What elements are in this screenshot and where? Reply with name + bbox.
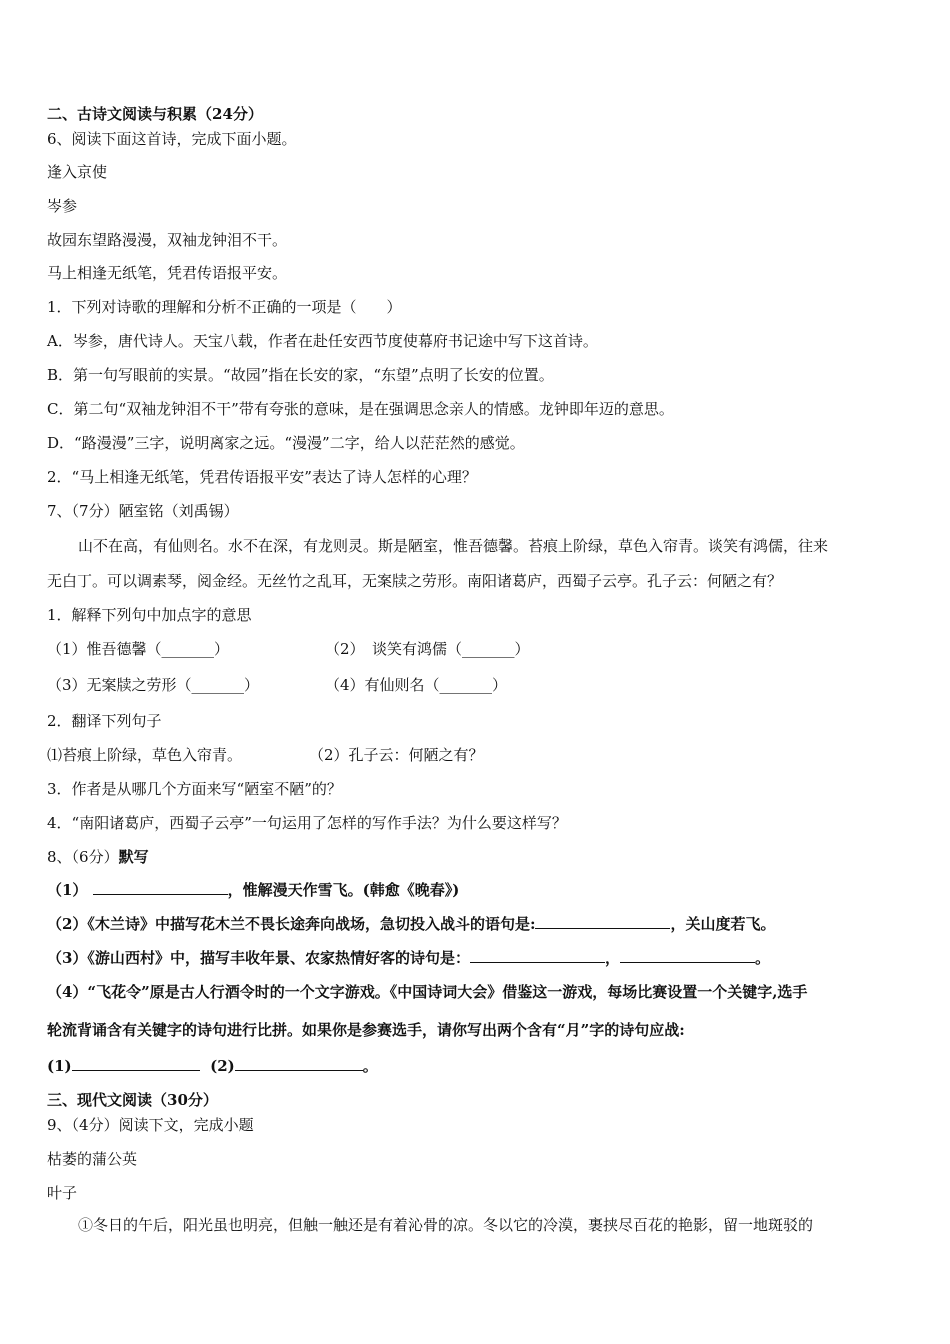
q9-paragraph-1: ①冬日的午后，阳光虽也明亮，但触一触还是有着沁骨的凉。冬以它的冷漠，裹挟尽百花的艳影，留一地斑驳的	[78, 1216, 814, 1234]
q7-translate-1: ⑴苔痕上阶绿，草色入帘青。	[47, 746, 243, 764]
option-c: C．第二句“双袖龙钟泪不干”带有夸张的意味，是在强调思念亲人的情感。龙钟即年迈的意思。	[47, 400, 674, 418]
q7-sub2: 2．翻译下列句子	[47, 712, 162, 730]
option-a: A．岑参，唐代诗人。天宝八载，作者在赴任安西节度使幕府书记途中写下这首诗。	[47, 332, 598, 350]
q7-text-line-1: 山不在高，有仙则名。水不在深，有龙则灵。斯是陋室，惟吾德馨。苔痕上阶绿，草色入帘青。谈笑有鸿儒，往来	[78, 537, 829, 555]
q8-l2-prefix: （2）《木兰诗》中描写花木兰不畏长途奔向战场，急切投入战斗的语句是:	[47, 915, 536, 933]
q7-translate-2: （2）孔子云：何陋之有？	[309, 746, 484, 764]
q8-title-bold: 默写	[118, 848, 149, 866]
q7-item-1: （1）惟吾德馨（_______）	[47, 640, 230, 658]
q9-article-title: 枯萎的蒲公英	[47, 1150, 138, 1168]
q8-l3-mid: ，	[604, 949, 620, 967]
q8-line-2	[47, 914, 776, 934]
q8-line-5	[47, 1056, 378, 1076]
q9-article-author: 叶子	[47, 1184, 78, 1202]
q8-line-1	[47, 880, 459, 900]
answer-blank[interactable]	[620, 948, 755, 963]
option-d: D．“路漫漫”三字，说明离家之远。“漫漫”二字，给人以茫茫然的感觉。	[47, 434, 525, 452]
q7-item-2: （2） 谈笑有鸿儒（_______）	[325, 640, 530, 658]
answer-blank[interactable]	[535, 914, 670, 929]
q9-prompt: 9、（4分）阅读下文，完成小题	[47, 1116, 254, 1134]
q8-l1-prefix: （1）	[47, 881, 88, 899]
q8-l3-suffix: 。	[754, 949, 770, 967]
q7-text-line-2: 无白丁。可以调素琴，阅金经。无丝竹之乱耳，无案牍之劳形。南阳诸葛庐，西蜀子云亭。孔子云：何陋之有？	[47, 572, 783, 590]
q7-item-3: （3）无案牍之劳形（_______）	[47, 676, 260, 694]
q7-sub4: 4．“南阳诸葛庐，西蜀子云亭”一句运用了怎样的写作手法？为什么要这样写？	[47, 814, 567, 832]
q8-l1-suffix: ，惟解漫天作雪飞。(韩愈《晚春》)	[227, 881, 460, 899]
q8-line-3	[47, 948, 770, 968]
q6-sub2: 2．“马上相逢无纸笔，凭君传语报平安”表达了诗人怎样的心理？	[47, 468, 477, 486]
q8-l3-prefix: （3）《游山西村》中，描写丰收年景、农家热情好客的诗句是：	[47, 949, 470, 967]
poem-author: 岑参	[47, 197, 78, 215]
q7-sub1: 1．解释下列句中加点字的意思	[47, 606, 252, 624]
option-b: B．第一句写眼前的实景。“故园”指在长安的家，“东望”点明了长安的位置。	[47, 366, 554, 384]
poem-title: 逢入京使	[47, 163, 108, 181]
q7-item-4: （4）有仙则名（_______）	[325, 676, 508, 694]
q8-l5-b: (2)	[210, 1057, 235, 1075]
q6-prompt: 6、阅读下面这首诗，完成下面小题。	[47, 130, 297, 148]
poem-line-2: 马上相逢无纸笔，凭君传语报平安。	[47, 264, 288, 282]
answer-blank[interactable]	[93, 880, 228, 895]
answer-blank[interactable]	[235, 1056, 363, 1071]
section2-title: 二、古诗文阅读与积累（24分）	[47, 105, 263, 123]
q7-sub3: 3．作者是从哪几个方面来写“陋室不陋”的？	[47, 780, 342, 798]
q6-sub1: 1．下列对诗歌的理解和分析不正确的一项是（ ）	[47, 298, 402, 316]
q8-title-prefix: 8、（6分）	[47, 848, 119, 866]
poem-line-1: 故园东望路漫漫，双袖龙钟泪不干。	[47, 231, 288, 249]
q7-title: 7、（7分）陋室铭（刘禹锡）	[47, 502, 239, 520]
answer-blank[interactable]	[470, 948, 605, 963]
q8-l5-a: (1)	[47, 1057, 72, 1075]
q8-line-4b: 轮流背诵含有关键字的诗句进行比拼。如果你是参赛选手，请你写出两个含有“月”字的诗句应战:	[47, 1021, 685, 1039]
q8-line-4a: （4）“飞花令”原是古人行酒令时的一个文字游戏。《中国诗词大会》借鉴这一游戏，每场比赛设置一个关键字,选手	[47, 983, 808, 1001]
answer-blank[interactable]	[72, 1056, 200, 1071]
q8-l5-end: 。	[362, 1057, 378, 1075]
q8-l2-suffix: ，关山度若飞。	[670, 915, 776, 933]
section3-title: 三、现代文阅读（30分）	[47, 1091, 218, 1109]
q8-title	[47, 847, 149, 867]
